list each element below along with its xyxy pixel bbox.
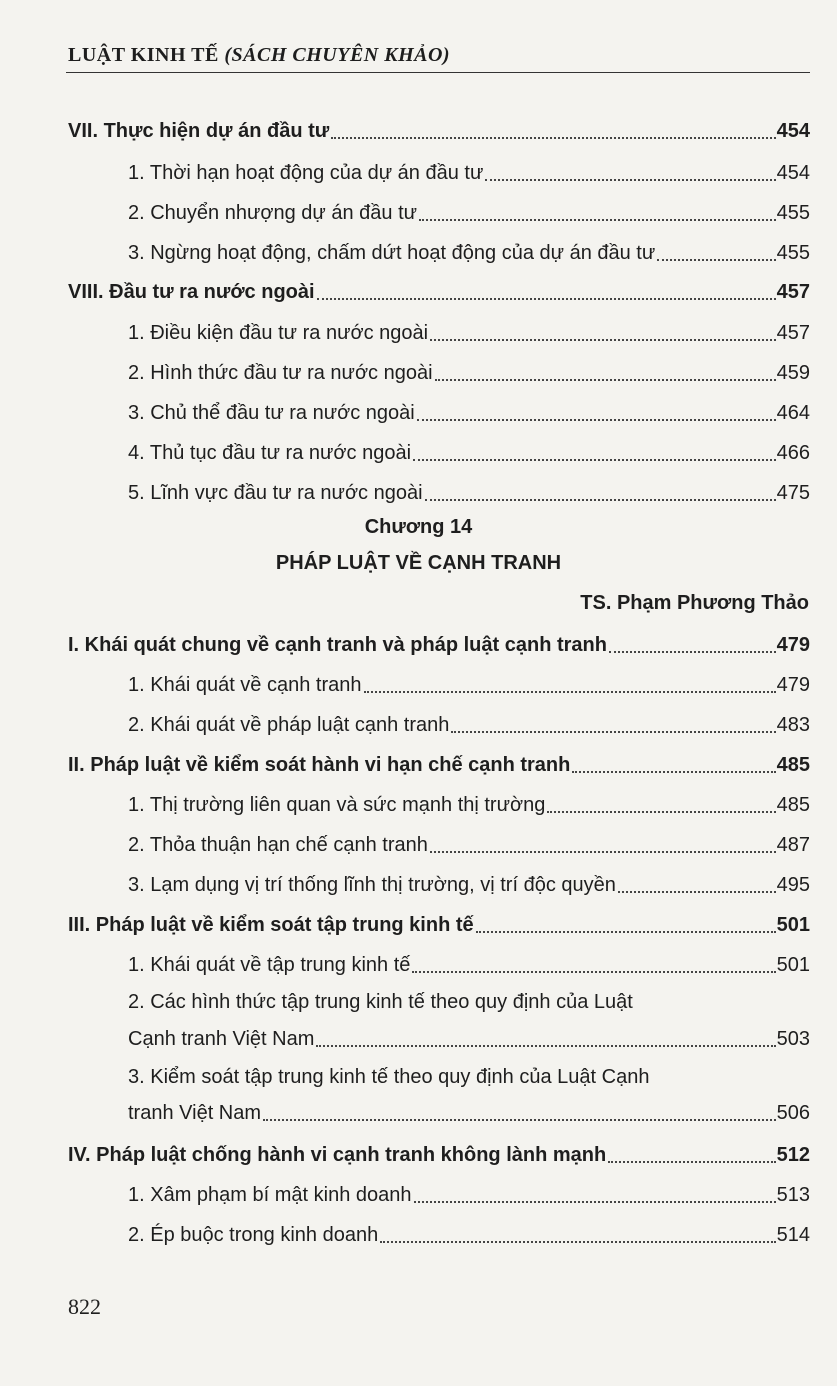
dot-leader [412, 970, 775, 973]
dot-leader [430, 850, 776, 853]
dot-leader [609, 650, 776, 653]
toc-section-ii [68, 746, 810, 778]
toc-entry-ii-1 [128, 786, 810, 818]
dot-leader [618, 890, 776, 893]
toc-entry-title: 3. Chủ thể đầu tư ra nước ngoài [128, 402, 415, 424]
toc-entry-viii-1 [128, 314, 810, 346]
toc-section-viii [68, 273, 810, 305]
book-subtitle: (SÁCH CHUYÊN KHẢO) [224, 44, 451, 66]
toc-entry-title: VIII. Đầu tư ra nước ngoài [68, 281, 315, 303]
toc-entry-page: 513 [776, 1184, 810, 1206]
dot-leader [413, 458, 776, 461]
dot-leader [263, 1118, 776, 1121]
toc-entry-title: 1. Xâm phạm bí mật kinh doanh [128, 1184, 412, 1206]
toc-entry-iii-2 [128, 1020, 810, 1052]
toc-section-iv [68, 1136, 810, 1168]
dot-leader [317, 297, 776, 300]
toc-entry-page: 455 [776, 202, 810, 224]
toc-entry-page: 455 [776, 242, 810, 264]
toc-entry-title: 1. Thị trường liên quan và sức mạnh thị trường [128, 794, 546, 816]
toc-entry-title: 1. Thời hạn hoạt động của dự án đầu tư [128, 162, 484, 184]
toc-entry-title: II. Pháp luật về kiểm soát hành vi hạn chế cạnh tranh [68, 754, 571, 776]
toc-entry-viii-3 [128, 394, 810, 426]
running-header [68, 44, 450, 67]
dot-leader [364, 690, 776, 693]
dot-leader [476, 930, 776, 933]
dot-leader [425, 498, 776, 501]
dot-leader [316, 1044, 775, 1047]
dot-leader [380, 1240, 775, 1243]
header-rule [66, 72, 810, 73]
dot-leader [331, 136, 775, 139]
toc-entry-page: 457 [776, 322, 810, 344]
dot-leader [435, 378, 776, 381]
toc-entry-title: 1. Khái quát về tập trung kinh tế [128, 954, 411, 976]
dot-leader [451, 730, 775, 733]
toc-entry-page: 506 [776, 1102, 810, 1124]
dot-leader [417, 418, 776, 421]
dot-leader [608, 1160, 775, 1163]
toc-entry-page: 485 [776, 794, 810, 816]
toc-entry-iii-3-line1: 3. Kiểm soát tập trung kinh tế theo quy định của Luật Cạnh [128, 1066, 650, 1088]
dot-leader [547, 810, 775, 813]
toc-entry-title: 1. Khái quát về cạnh tranh [128, 674, 362, 696]
chapter-title: PHÁP LUẬT VỀ CẠNH TRANH [275, 552, 562, 574]
toc-entry-page: 479 [776, 674, 810, 696]
toc-entry-page: 501 [776, 914, 810, 936]
toc-entry-title: 2. Hình thức đầu tư ra nước ngoài [128, 362, 433, 384]
chapter-author: TS. Phạm Phương Thảo [580, 592, 809, 614]
toc-entry-page: 503 [776, 1028, 810, 1050]
toc-entry-page: 495 [776, 874, 810, 896]
toc-entry-title: 2. Ép buộc trong kinh doanh [128, 1224, 379, 1246]
toc-entry-vii-3 [128, 234, 810, 266]
toc-entry-page: 512 [776, 1144, 810, 1166]
toc-entry-page: 487 [776, 834, 810, 856]
toc-entry-title: 3. Ngừng hoạt động, chấm dứt hoạt động của dự án đầu tư [128, 242, 656, 264]
toc-entry-title: I. Khái quát chung về cạnh tranh và pháp luật cạnh tranh [68, 634, 607, 656]
toc-entry-iii-3 [128, 1094, 810, 1126]
toc-entry-title: 3. Lạm dụng vị trí thống lĩnh thị trường, vị trí độc quyền [128, 874, 616, 896]
toc-entry-title: 2. Khái quát về pháp luật cạnh tranh [128, 714, 450, 736]
toc-entry-i-2 [128, 706, 810, 738]
chapter-label: Chương 14 [364, 516, 473, 538]
toc-entry-page: 514 [776, 1224, 810, 1246]
toc-entry-viii-2 [128, 354, 810, 386]
toc-entry-iii-1 [128, 946, 810, 978]
toc-entry-title: Cạnh tranh Việt Nam [128, 1028, 315, 1050]
toc-section-i [68, 626, 810, 658]
toc-entry-page: 483 [776, 714, 810, 736]
toc-entry-title: VII. Thực hiện dự án đầu tư [68, 120, 330, 142]
toc-entry-iv-1 [128, 1176, 810, 1208]
toc-entry-viii-5 [128, 474, 810, 506]
dot-leader [657, 258, 775, 261]
toc-entry-vii-1 [128, 154, 810, 186]
toc-entry-page: 479 [776, 634, 810, 656]
toc-entry-page: 454 [776, 162, 810, 184]
toc-entry-page: 454 [776, 120, 810, 142]
toc-entry-title: tranh Việt Nam [128, 1102, 262, 1124]
toc-entry-i-1 [128, 666, 810, 698]
toc-entry-ii-2 [128, 826, 810, 858]
toc-entry-iv-2 [128, 1216, 810, 1248]
toc-entry-page: 466 [776, 442, 810, 464]
toc-entry-title: 2. Chuyển nhượng dự án đầu tư [128, 202, 418, 224]
toc-entry-page: 475 [776, 482, 810, 504]
toc-entry-page: 464 [776, 402, 810, 424]
toc-entry-title: III. Pháp luật về kiểm soát tập trung kinh tế [68, 914, 474, 936]
toc-entry-title: 5. Lĩnh vực đầu tư ra nước ngoài [128, 482, 423, 504]
toc-entry-viii-4 [128, 434, 810, 466]
dot-leader [419, 218, 776, 221]
toc-section-iii [68, 906, 810, 938]
toc-entry-ii-3 [128, 866, 810, 898]
dot-leader [572, 770, 775, 773]
toc-entry-iii-2-line1: 2. Các hình thức tập trung kinh tế theo quy định của Luật [128, 991, 633, 1013]
toc-entry-vii-2 [128, 194, 810, 226]
toc-entry-title: 1. Điều kiện đầu tư ra nước ngoài [128, 322, 429, 344]
toc-entry-title: 2. Thỏa thuận hạn chế cạnh tranh [128, 834, 428, 856]
toc-entry-page: 459 [776, 362, 810, 384]
toc-entry-page: 501 [776, 954, 810, 976]
toc-entry-page: 485 [776, 754, 810, 776]
toc-section-vii [68, 112, 810, 144]
dot-leader [414, 1200, 776, 1203]
toc-entry-page: 457 [776, 281, 810, 303]
book-title: LUẬT KINH TẾ [68, 44, 219, 66]
toc-entry-title: IV. Pháp luật chống hành vi cạnh tranh không lành mạnh [68, 1144, 607, 1166]
dot-leader [430, 338, 776, 341]
dot-leader [485, 178, 775, 181]
toc-entry-title: 4. Thủ tục đầu tư ra nước ngoài [128, 442, 412, 464]
page-number: 822 [68, 1294, 101, 1319]
